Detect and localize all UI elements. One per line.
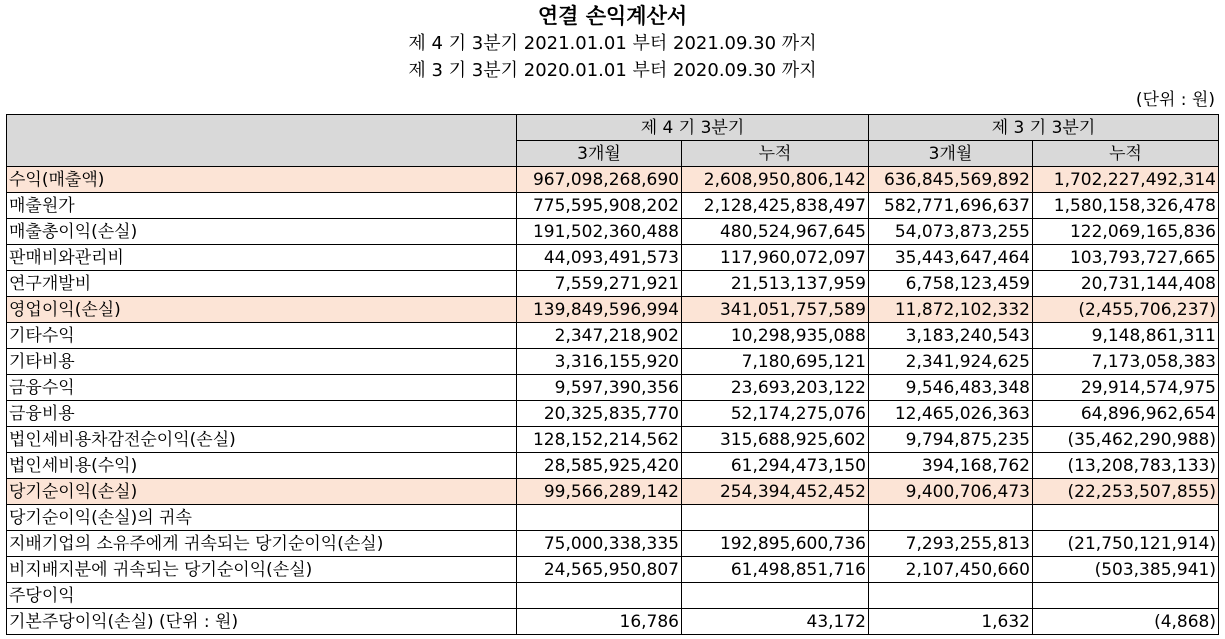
table-row (7, 557, 1219, 583)
value-cell: 1,632 (869, 609, 1033, 635)
table-body (7, 167, 1219, 635)
value-cell: 122,069,165,836 (1033, 219, 1219, 245)
row-label: 기타수익 (7, 323, 517, 349)
statement-title: 연결 손익계산서 (537, 4, 688, 28)
table-row (7, 453, 1219, 479)
header-row-periods (7, 115, 1219, 141)
row-label: 기본주당이익(손실) (단위 : 원) (7, 609, 517, 635)
row-label: 수익(매출액) (7, 167, 517, 193)
value-cell: 2,107,450,660 (869, 557, 1033, 583)
value-cell: 9,546,483,348 (869, 375, 1033, 401)
row-label: 영업이익(손실) (7, 297, 517, 323)
value-cell: 35,443,647,464 (869, 245, 1033, 271)
row-label: 판매비와관리비 (7, 245, 517, 271)
value-cell: 10,298,935,088 (682, 323, 869, 349)
value-cell: 341,051,757,589 (682, 297, 869, 323)
value-cell: 2,347,218,902 (517, 323, 682, 349)
value-cell: 103,793,727,665 (1033, 245, 1219, 271)
value-cell: 11,872,102,332 (869, 297, 1033, 323)
row-label: 주당이익 (7, 583, 517, 609)
value-cell: 315,688,925,602 (682, 427, 869, 453)
value-cell: 6,758,123,459 (869, 271, 1033, 297)
row-label: 금융비용 (7, 401, 517, 427)
table-row (7, 401, 1219, 427)
value-cell: (503,385,941) (1033, 557, 1219, 583)
value-cell: 582,771,696,637 (869, 193, 1033, 219)
header-corner-cell (7, 115, 517, 167)
value-cell: 75,000,338,335 (517, 531, 682, 557)
value-cell: 7,180,695,121 (682, 349, 869, 375)
value-cell: 23,693,203,122 (682, 375, 869, 401)
value-cell: 28,585,925,420 (517, 453, 682, 479)
value-cell: 117,960,072,097 (682, 245, 869, 271)
value-cell: 2,128,425,838,497 (682, 193, 869, 219)
value-cell: 64,896,962,654 (1033, 401, 1219, 427)
table-row (7, 349, 1219, 375)
value-cell: 636,845,569,892 (869, 167, 1033, 193)
value-cell: 254,394,452,452 (682, 479, 869, 505)
value-cell: (13,208,783,133) (1033, 453, 1219, 479)
value-cell: 3,316,155,920 (517, 349, 682, 375)
period-current: 제 4 기 3분기 2021.01.01 부터 2021.09.30 까지 (408, 33, 817, 54)
value-cell: 191,502,360,488 (517, 219, 682, 245)
value-cell (682, 583, 869, 609)
row-label: 연구개발비 (7, 271, 517, 297)
value-cell (869, 583, 1033, 609)
value-cell: 139,849,596,994 (517, 297, 682, 323)
header-prior-period: 제 3 기 3분기 (869, 115, 1219, 141)
value-cell: 7,173,058,383 (1033, 349, 1219, 375)
value-cell: 480,524,967,645 (682, 219, 869, 245)
header-prior-3m: 3개월 (869, 141, 1033, 167)
value-cell: 12,465,026,363 (869, 401, 1033, 427)
value-cell: (2,455,706,237) (1033, 297, 1219, 323)
value-cell: 2,341,924,625 (869, 349, 1033, 375)
value-cell: 20,325,835,770 (517, 401, 682, 427)
value-cell: 7,559,271,921 (517, 271, 682, 297)
unit-label: (단위 : 원) (1135, 90, 1215, 110)
value-cell: (35,462,290,988) (1033, 427, 1219, 453)
row-label: 매출원가 (7, 193, 517, 219)
value-cell: 29,914,574,975 (1033, 375, 1219, 401)
value-cell: 2,608,950,806,142 (682, 167, 869, 193)
row-label: 지배기업의 소유주에게 귀속되는 당기순이익(손실) (7, 531, 517, 557)
table-row (7, 531, 1219, 557)
table-row (7, 323, 1219, 349)
value-cell: 7,293,255,813 (869, 531, 1033, 557)
income-statement-table (6, 114, 1219, 635)
value-cell: 52,174,275,076 (682, 401, 869, 427)
value-cell: 192,895,600,736 (682, 531, 869, 557)
value-cell: 1,702,227,492,314 (1033, 167, 1219, 193)
row-label: 기타비용 (7, 349, 517, 375)
value-cell: 9,148,861,311 (1033, 323, 1219, 349)
row-label: 금융수익 (7, 375, 517, 401)
row-label: 법인세비용(수익) (7, 453, 517, 479)
value-cell: (4,868) (1033, 609, 1219, 635)
value-cell: 394,168,762 (869, 453, 1033, 479)
value-cell: 44,093,491,573 (517, 245, 682, 271)
value-cell: 24,565,950,807 (517, 557, 682, 583)
row-label: 매출총이익(손실) (7, 219, 517, 245)
period-prior: 제 3 기 3분기 2020.01.01 부터 2020.09.30 까지 (408, 60, 817, 81)
value-cell: (21,750,121,914) (1033, 531, 1219, 557)
value-cell (1033, 505, 1219, 531)
table-row (7, 479, 1219, 505)
value-cell (517, 505, 682, 531)
value-cell: 21,513,137,959 (682, 271, 869, 297)
value-cell: 9,794,875,235 (869, 427, 1033, 453)
value-cell: 61,498,851,716 (682, 557, 869, 583)
table-row (7, 583, 1219, 609)
header-current-cumulative: 누적 (682, 141, 869, 167)
table-row (7, 167, 1219, 193)
value-cell (1033, 583, 1219, 609)
table-row (7, 427, 1219, 453)
row-label: 비지배지분에 귀속되는 당기순이익(손실) (7, 557, 517, 583)
row-label: 당기순이익(손실) (7, 479, 517, 505)
table-row (7, 245, 1219, 271)
value-cell: 1,580,158,326,478 (1033, 193, 1219, 219)
value-cell: 16,786 (517, 609, 682, 635)
header-current-period: 제 4 기 3분기 (517, 115, 869, 141)
table-row (7, 505, 1219, 531)
value-cell: 775,595,908,202 (517, 193, 682, 219)
table-row (7, 193, 1219, 219)
row-label: 당기순이익(손실)의 귀속 (7, 505, 517, 531)
value-cell: 54,073,873,255 (869, 219, 1033, 245)
value-cell: (22,253,507,855) (1033, 479, 1219, 505)
value-cell: 99,566,289,142 (517, 479, 682, 505)
value-cell (682, 505, 869, 531)
table-row (7, 297, 1219, 323)
value-cell: 43,172 (682, 609, 869, 635)
value-cell: 967,098,268,690 (517, 167, 682, 193)
row-label: 법인세비용차감전순이익(손실) (7, 427, 517, 453)
header-prior-cumulative: 누적 (1033, 141, 1219, 167)
table-row (7, 219, 1219, 245)
value-cell: 128,152,214,562 (517, 427, 682, 453)
value-cell: 9,597,390,356 (517, 375, 682, 401)
value-cell (869, 505, 1033, 531)
value-cell: 3,183,240,543 (869, 323, 1033, 349)
header-current-3m: 3개월 (517, 141, 682, 167)
table-row (7, 375, 1219, 401)
table-row (7, 609, 1219, 635)
table-row (7, 271, 1219, 297)
value-cell (517, 583, 682, 609)
value-cell: 61,294,473,150 (682, 453, 869, 479)
value-cell: 20,731,144,408 (1033, 271, 1219, 297)
value-cell: 9,400,706,473 (869, 479, 1033, 505)
